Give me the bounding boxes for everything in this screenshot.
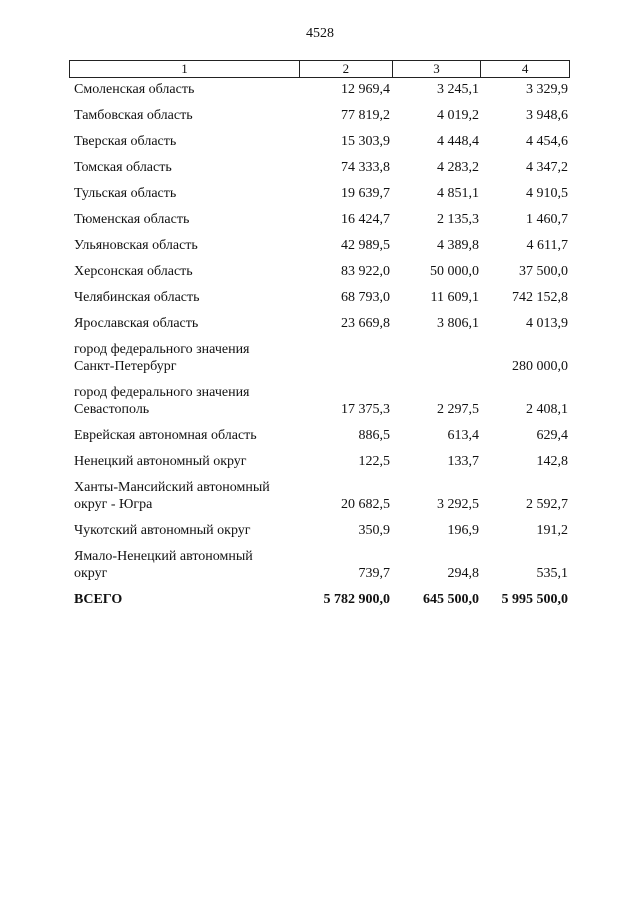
region-name [69,237,299,258]
table-header [69,60,570,78]
column-header-1: 1 [181,61,188,76]
region-name [69,315,299,336]
region-name [69,133,299,154]
value-col4: 142,8 [536,454,568,469]
table-row [69,102,570,128]
region-name-line: Ульяновская область [74,238,198,253]
value-col2: 17 375,3 [341,402,390,417]
value-col2: 739,7 [358,566,390,581]
value-col2: 20 682,5 [341,497,390,512]
region-name [69,81,299,102]
value-col3: 613,4 [447,428,479,443]
value-col3: 3 245,1 [437,82,479,97]
value-col2: 122,5 [358,454,390,469]
value-col3: 2 135,3 [437,212,479,227]
table-row [69,232,570,258]
region-name-line: Херсонская область [74,264,193,279]
value-col3: 4 851,1 [437,186,479,201]
region-name-line: Ярославская область [74,316,199,331]
value-col3: 3 292,5 [437,497,479,512]
value-col2: 42 989,5 [341,238,390,253]
value-col2: 23 669,8 [341,316,390,331]
value-col4: 37 500,0 [519,264,568,279]
value-col3: 11 609,1 [430,290,479,305]
value-col2: 68 793,0 [341,290,390,305]
value-col2: 12 969,4 [341,82,390,97]
table-row [69,474,570,517]
region-name-line: Челябинская область [74,290,200,305]
value-col4: 4 611,7 [526,238,568,253]
table-row [69,284,570,310]
value-col4: 2 408,1 [526,402,568,417]
region-name-line: Ненецкий автономный округ [74,454,247,469]
region-name-line: Тамбовская область [74,108,193,123]
value-col4: 4 013,9 [526,316,568,331]
table-row [69,154,570,180]
value-col2: 19 639,7 [341,186,390,201]
value-col4: 3 948,6 [526,108,568,123]
table-row [69,78,570,102]
value-col4: 4 454,6 [526,134,568,149]
region-name [69,159,299,180]
value-col4: 535,1 [536,566,568,581]
table-row [69,517,570,543]
region-name [69,341,299,379]
value-col3: 4 019,2 [437,108,479,123]
region-name-line: Еврейская автономная область [74,428,257,443]
table-row [69,180,570,206]
value-col2: 350,9 [358,523,390,538]
table-row [69,310,570,336]
region-name-line: Тюменская область [74,212,190,227]
column-header-3: 3 [392,61,481,77]
region-name [69,211,299,232]
region-name [69,548,299,586]
value-col3 [392,375,481,379]
value-col4: 629,4 [536,428,568,443]
table-row [69,206,570,232]
total-value-col3: 645 500,0 [423,592,479,607]
value-col4: 2 592,7 [526,497,568,512]
region-name-line: Ямало-Ненецкий автономный [74,549,253,564]
region-name-line: Смоленская область [74,82,195,97]
value-col3: 196,9 [447,523,479,538]
value-col3: 3 806,1 [437,316,479,331]
value-col4: 191,2 [536,523,568,538]
allocation-table [69,60,570,612]
table-row [69,128,570,154]
region-name [69,263,299,284]
value-col2: 74 333,8 [341,160,390,175]
table-row [69,422,570,448]
region-name-line: Севастополь [74,402,150,417]
region-name-line: Чукотский автономный округ [74,523,251,538]
value-col2: 16 424,7 [341,212,390,227]
value-col2 [299,375,392,379]
value-col3: 4 389,8 [437,238,479,253]
column-header-2: 2 [299,61,392,77]
value-col2: 886,5 [358,428,390,443]
region-name [69,479,299,517]
table-row [69,336,570,379]
region-name [69,453,299,474]
table-body [69,78,570,586]
table-row [69,543,570,586]
value-col3: 2 297,5 [437,402,479,417]
region-name-line: Санкт-Петербург [74,359,177,374]
region-name-line: округ [74,566,108,581]
value-col2: 83 922,0 [341,264,390,279]
value-col4: 742 152,8 [512,290,568,305]
region-name-line: Тверская область [74,134,177,149]
region-name [69,107,299,128]
region-name-line: Томская область [74,160,172,175]
region-name [69,289,299,310]
region-name [69,427,299,448]
value-col4: 1 460,7 [526,212,568,227]
value-col2: 77 819,2 [341,108,390,123]
region-name [69,522,299,543]
region-name-line: город федерального значения [74,385,250,400]
value-col2: 15 303,9 [341,134,390,149]
region-name-line: Ханты-Мансийский автономный [74,480,270,495]
table-row [69,379,570,422]
value-col4: 280 000,0 [512,359,568,374]
page-number: 4528 [306,26,334,41]
table-row [69,448,570,474]
region-name-line: город федерального значения [74,342,250,357]
value-col4: 4 910,5 [526,186,568,201]
region-name-line: округ - Югра [74,497,153,512]
region-name [69,185,299,206]
value-col3: 4 448,4 [437,134,479,149]
region-name [69,384,299,422]
column-header-4: 4 [480,61,569,77]
total-value-col4: 5 995 500,0 [501,592,568,607]
value-col3: 50 000,0 [430,264,479,279]
table-row [69,258,570,284]
region-name-line: Тульская область [74,186,177,201]
value-col4: 4 347,2 [526,160,568,175]
value-col3: 4 283,2 [437,160,479,175]
total-row [69,586,570,612]
value-col3: 133,7 [447,454,479,469]
total-value-col2: 5 782 900,0 [323,592,390,607]
value-col3: 294,8 [447,566,479,581]
value-col4: 3 329,9 [526,82,568,97]
total-label: ВСЕГО [74,592,123,607]
